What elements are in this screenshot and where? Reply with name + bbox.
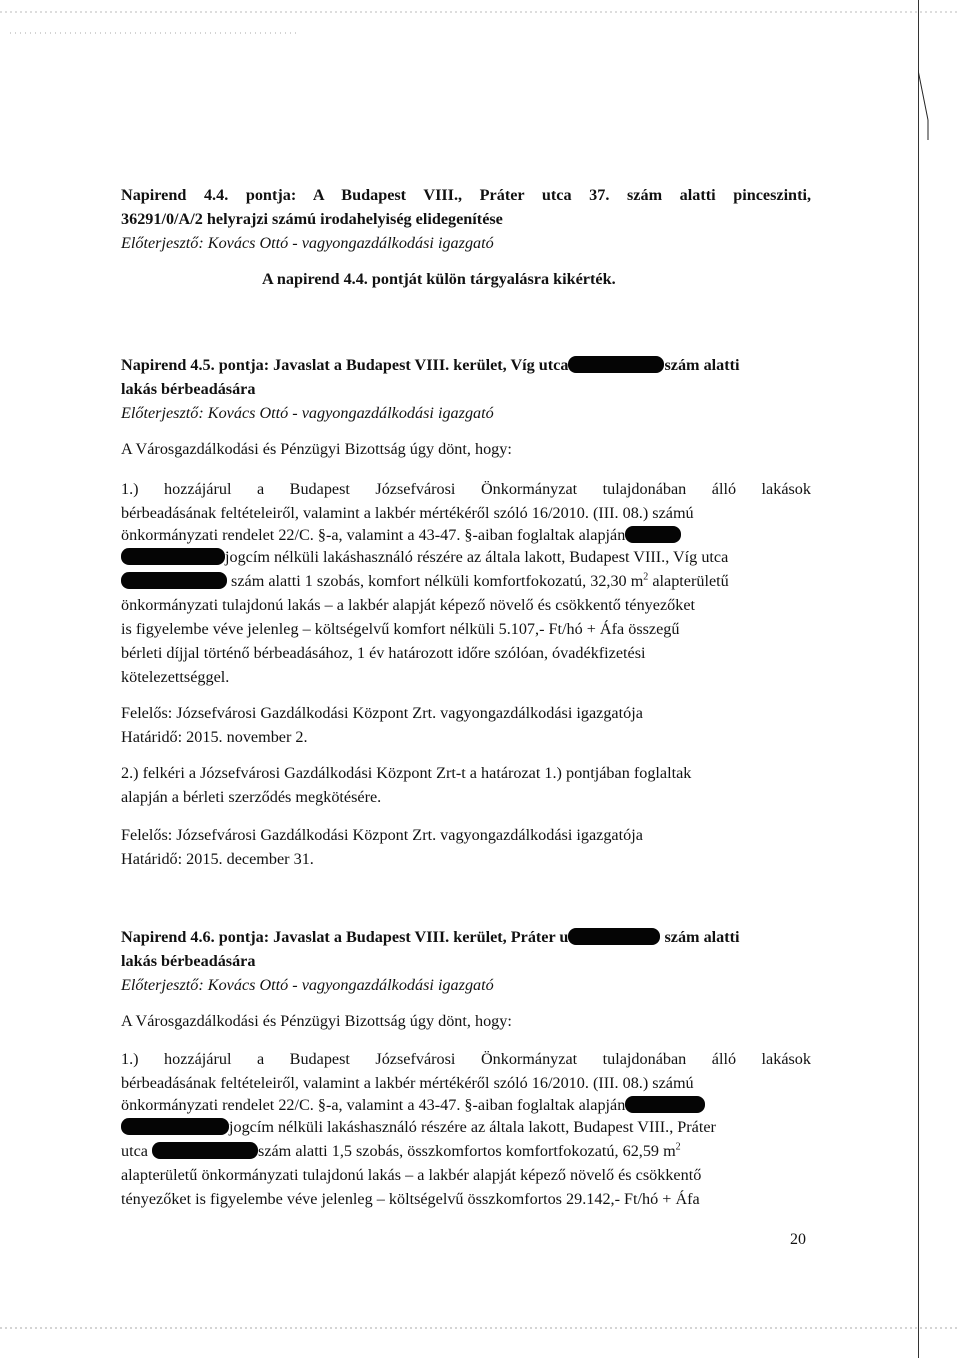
redaction-block [121,572,227,589]
item45-p1-line7: is figyelembe véve jelenleg – költségelvű komfort nélküli 5.107,- Ft/hó + Áfa összegű [121,620,680,638]
item44-title-line2: 36291/0/A/2 helyrajzi számú irodahelyiség elidegenítése [121,210,503,228]
item45-p1-line1: 1.) hozzájárul a Budapest Józsefvárosi Önkormányzat tulajdonában álló lakások [121,480,811,498]
item46-p1-line7: tényezőket is figyelembe véve jelenleg – költségelvű összkomfortos 29.142,- Ft/hó + Áfa [121,1190,700,1208]
item44-note: A napirend 4.4. pontját külön tárgyalásra kikérték. [262,270,616,288]
scan-noise-graphic [0,0,960,40]
item46-title-line2: lakás bérbeadására [121,952,256,970]
redaction-block [152,1142,258,1159]
page-edge-right [918,0,919,1358]
item45-p1-line6: önkormányzati tulajdonú lakás – a lakbér alapját képező növelő és csökkentő tényezőket [121,596,696,614]
item45-title-part-a: Napirend 4.5. pontja: Javaslat a Budapest VIII. kerület, Víg utca [121,356,569,374]
redaction-block [625,1096,705,1113]
redaction-block [568,356,664,373]
item46-p1-line3 [121,1096,811,1114]
item46-p1-line3-text: önkormányzati rendelet 22/C. §-a, valamint a 43-47. §-aiban foglaltak alapján [121,1096,626,1114]
item46-p1-line4-text: jogcím nélküli lakáshasználó részére az általa lakott, Budapest VIII., Práter [229,1118,716,1136]
redaction-block [625,526,681,543]
item44-title-line1: Napirend 4.4. pontja: A Budapest VIII., Práter utca 37. szám alatti pinceszinti, [121,186,811,204]
item46-p1-line6: alapterületű önkormányzati tulajdonú lakás – a lakbér alapját képező növelő és csökkentő [121,1166,702,1184]
redaction-block [121,548,225,565]
item46-presenter: Előterjesztő: Kovács Ottó - vagyongazdálkodási igazgató [121,976,494,994]
item45-p1-line4-text: jogcím nélküli lakáshasználó részére az általa lakott, Budapest VIII., Víg utca [225,548,729,566]
item46-p1-line5-text: szám alatti 1,5 szobás, összkomfortos komfortfokozatú, 62,59 m [258,1142,676,1160]
item45-p1-line5-text: szám alatti 1 szobás, komfort nélküli komfortfokozatú, 32,30 m [231,572,644,590]
item45-deadline-2: Határidő: 2015. december 31. [121,850,314,868]
item45-responsible-2: Felelős: Józsefvárosi Gazdálkodási Központ Zrt. vagyongazdálkodási igazgatója [121,826,643,844]
page-number: 20 [790,1231,806,1248]
item46-p1-line2: bérbeadásának feltételeiről, valamint a lakbér mértékéről szóló 16/2010. (III. 08.) számú [121,1074,694,1092]
item45-title-part-b: szám alatti [664,356,740,374]
item45-deadline-1: Határidő: 2015. november 2. [121,728,308,746]
item45-p1-line3-text: önkormányzati rendelet 22/C. §-a, valamint a 43-47. §-aiban foglaltak alapján [121,526,626,544]
redaction-block [568,928,660,945]
redaction-block [121,1118,229,1135]
item46-decision: A Városgazdálkodási és Pénzügyi Bizottság úgy dönt, hogy: [121,1012,512,1030]
item45-title-line2: lakás bérbeadására [121,380,256,398]
scan-edge-mark [918,40,958,160]
item45-p2-line1: 2.) felkéri a Józsefvárosi Gazdálkodási Központ Zrt-t a határozat 1.) pontjában foglaltak [121,764,692,782]
item45-p1-line4 [121,548,811,566]
item45-decision: A Városgazdálkodási és Pénzügyi Bizottság úgy dönt, hogy: [121,440,512,458]
item44-presenter: Előterjesztő: Kovács Ottó - vagyongazdálkodási igazgató [121,234,494,252]
item46-title-line1 [121,928,811,946]
item45-p1-line8: bérleti díjjal történő bérbeadásához, 1 év határozott időre szólóan, óvadékfizetési [121,644,646,662]
item45-sup: 2 [643,571,649,583]
item46-sup: 2 [675,1141,681,1153]
item46-p1-line5-pre: utca [121,1142,148,1160]
item46-title-part-a: Napirend 4.6. pontja: Javaslat a Budapest VIII. kerület, Práter u [121,928,569,946]
item46-p1-line1: 1.) hozzájárul a Budapest Józsefvárosi Önkormányzat tulajdonában álló lakások [121,1050,811,1068]
item45-p1-line9: kötelezettséggel. [121,668,230,686]
item46-title-part-b: szám alatti [664,928,740,946]
item46-p1-line4 [121,1118,811,1136]
item45-p1-line5 [121,572,811,590]
scan-artifact-bottom [0,1318,960,1338]
item45-p1-line2: bérbeadásának feltételeiről, valamint a lakbér mértékéről szóló 16/2010. (III. 08.) számú [121,504,694,522]
item46-p1-line5 [121,1142,811,1160]
item45-p2-line2: alapján a bérleti szerződés megkötésére. [121,788,382,806]
item45-p1-line5-end: alapterületű [648,572,729,590]
item45-p1-line3 [121,526,811,544]
scan-artifact-top [0,0,960,40]
item45-responsible-1: Felelős: Józsefvárosi Gazdálkodási Központ Zrt. vagyongazdálkodási igazgatója [121,704,643,722]
item45-presenter: Előterjesztő: Kovács Ottó - vagyongazdálkodási igazgató [121,404,494,422]
item45-title-line1 [121,356,811,374]
